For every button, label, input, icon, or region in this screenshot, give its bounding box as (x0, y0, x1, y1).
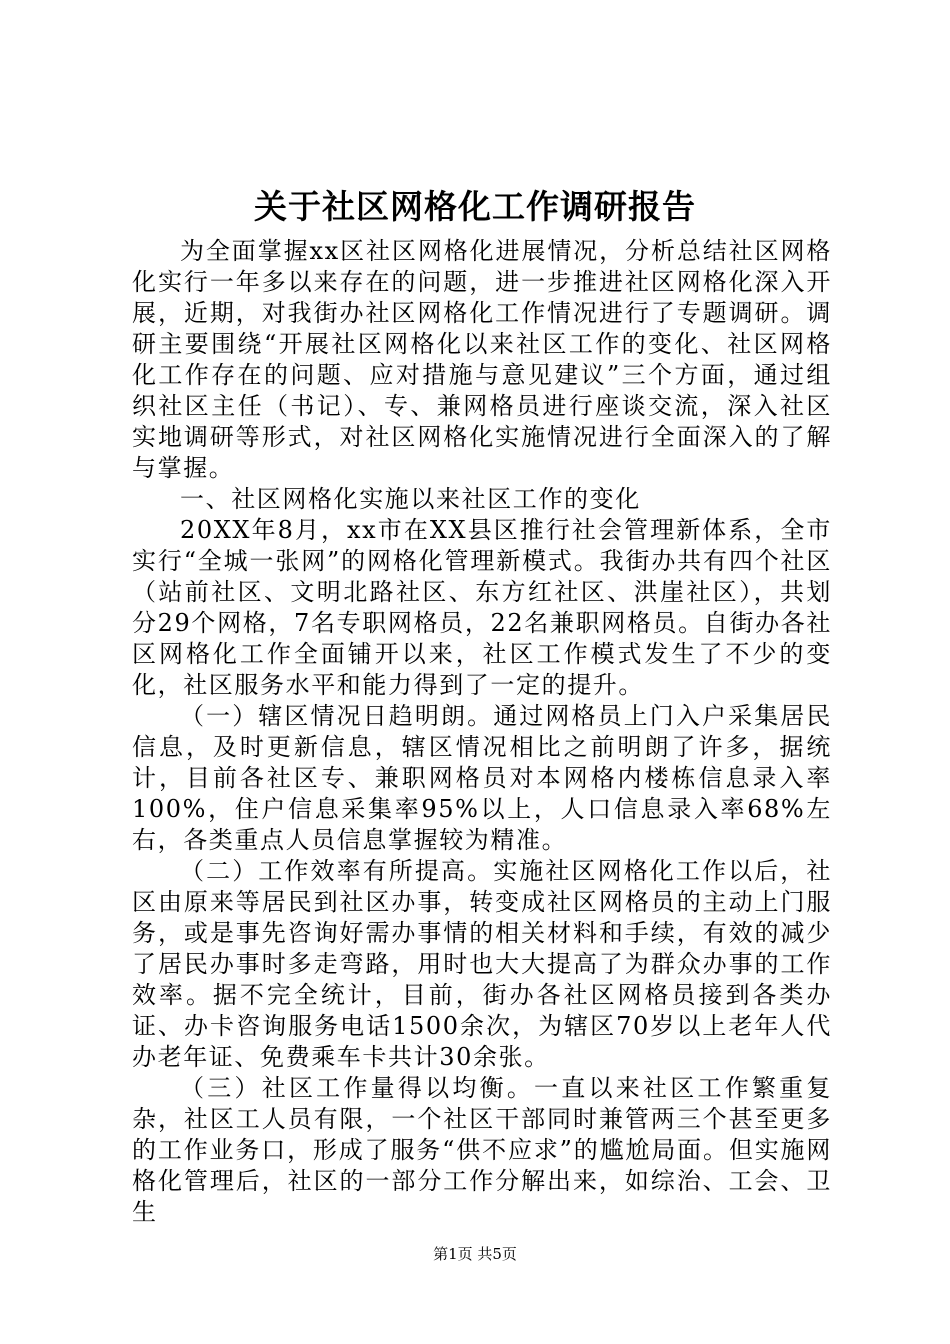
document-title: 关于社区网格化工作调研报告 (254, 187, 696, 226)
intro-paragraph: 为全面掌握xx区社区网格化进展情况，分析总结社区网格化实行一年多以来存在的问题，进一步推进社区网格化深入开展，近期，对我街办社区网格化工作情况进行了专题调研。调研主要围绕“开展社区网格化以来社区工作的变化、社区网格化工作存在的问题、应对措施与意见建议”三个方面，通过组织社区主任（书记）、专、兼网格员进行座谈交流，深入社区实地调研等形式，对社区网格化实施情况进行全面深入的了解与掌握。 (132, 237, 832, 482)
page-footer: 第1页 共5页 (433, 1245, 517, 1263)
document-body (132, 236, 832, 1228)
point-one-paragraph: （一）辖区情况日趋明朗。通过网格员上门入户采集居民信息，及时更新信息，辖区情况相比之前明朗了许多，据统计，目前各社区专、兼职网格员对本网格内楼栋信息录入率100%，住户信息采集率95%以上，人口信息录入率68%左右，各类重点人员信息掌握较为精准。 (132, 702, 832, 854)
point-two-paragraph: （二）工作效率有所提高。实施社区网格化工作以后，社区由原来等居民到社区办事，转变成社区网格员的主动上门服务，或是事先咨询好需办事情的相关材料和手续，有效的减少了居民办事时多走弯路，用时也大大提高了为群众办事的工作效率。据不完全统计，目前，街办各社区网格员接到各类办证、办卡咨询服务电话1500余次，为辖区70岁以上老年人代办老年证、免费乘车卡共计30余张。 (132, 857, 832, 1071)
background-paragraph: 20XX年8月，xx市在XX县区推行社会管理新体系，全市实行“全城一张网”的网格化管理新模式。我街办共有四个社区（站前社区、文明北路社区、东方红社区、洪崖社区），共划分29个网格，7名专职网格员，22名兼职网格员。自街办各社区网格化工作全面铺开以来，社区工作模式发生了不少的变化，社区服务水平和能力得到了一定的提升。 (132, 516, 832, 699)
point-three-paragraph: （三）社区工作量得以均衡。一直以来社区工作繁重复杂，社区工人员有限，一个社区干部同时兼管两三个甚至更多的工作业务口，形成了服务“供不应求”的尴尬局面。但实施网格化管理后，社区的一部分工作分解出来，如综治、工会、卫生 (132, 1074, 832, 1226)
section-heading: 一、社区网格化实施以来社区工作的变化 (180, 485, 641, 513)
